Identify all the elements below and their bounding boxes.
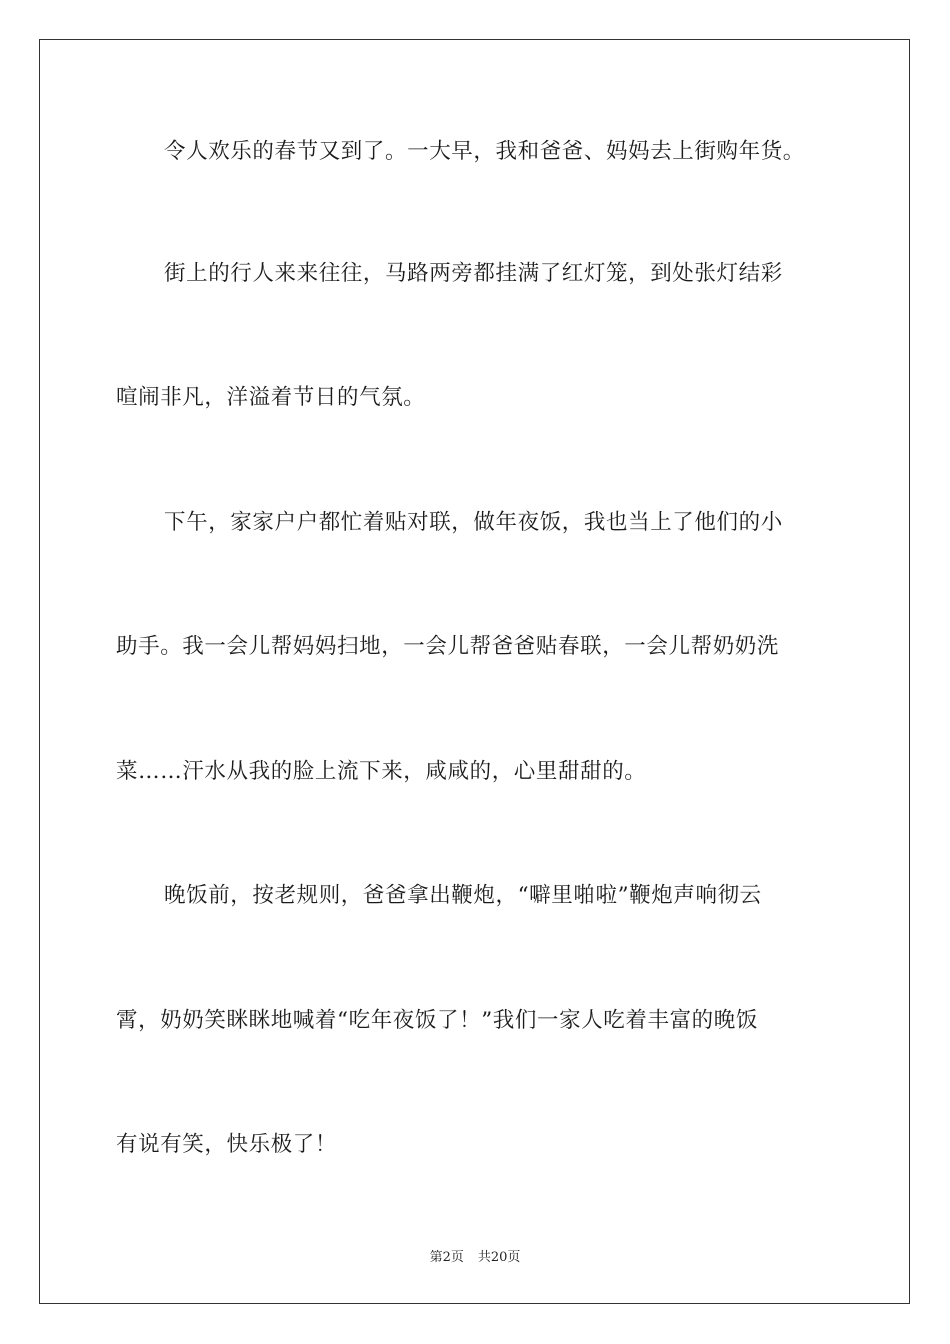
page-total: 共20页 xyxy=(477,1250,521,1265)
text-line-9: 有说有笑，快乐极了！ xyxy=(116,1132,338,1157)
page-number: 第2页 xyxy=(429,1250,464,1265)
text-line-8: 霄，奶奶笑眯眯地喊着“吃年夜饭了！”我们一家人吃着丰富的晚饭 xyxy=(116,1008,758,1033)
text-line-1: 令人欢乐的春节又到了。一大早，我和爸爸、妈妈去上街购年货。 xyxy=(164,139,805,164)
text-line-4: 下午，家家户户都忙着贴对联，做年夜饭，我也当上了他们的小 xyxy=(164,510,783,535)
text-line-6: 菜……汗水从我的脸上流下来，咸咸的，心里甜甜的。 xyxy=(116,759,647,784)
text-line-2: 街上的行人来来往往，马路两旁都挂满了红灯笼，到处张灯结彩 xyxy=(164,261,783,286)
text-line-7: 晚饭前，按老规则，爸爸拿出鞭炮，“噼里啪啦”鞭炮声响彻云 xyxy=(164,883,762,908)
text-line-3: 喧闹非凡，洋溢着节日的气氛。 xyxy=(116,385,426,410)
page-footer xyxy=(0,1246,950,1265)
page-frame xyxy=(39,39,910,1304)
text-line-5: 助手。我一会儿帮妈妈扫地，一会儿帮爸爸贴春联，一会儿帮奶奶洗 xyxy=(116,634,780,659)
